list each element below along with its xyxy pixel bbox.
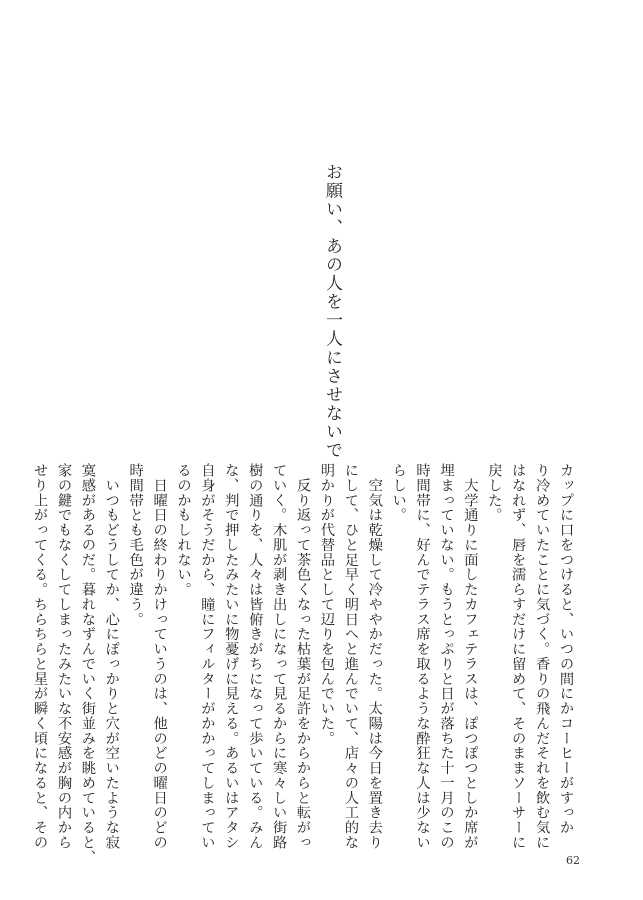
body-line: らしい。: [390, 463, 407, 523]
body-line: り冷めていたことに気づく。香りの飛んだそれを飲む気に: [534, 463, 551, 850]
body-line: にして、ひと足早く明日へと進んでいて、店々の人工的な: [342, 463, 359, 850]
body-line: 樹の通りを、人々は皆俯きがちになって歩いている。みん: [247, 463, 264, 850]
body-line: はなれず、唇を濡らすだけに留めて、そのままソーサーに: [510, 463, 527, 850]
body-line: 反り返って茶色くなった枯葉が足許をからからと転がっ: [295, 463, 312, 850]
body-line: ていく。木肌が剥き出しになって見るからに寒々しい街路: [271, 463, 288, 850]
body-line: るのかもしれない。: [175, 463, 192, 597]
body-line: せり上がってくる。ちらちらと星が瞬く頃になると、その: [32, 463, 49, 850]
body-line: 時間帯に、好んでテラス席を取るような酔狂な人は少ない: [414, 463, 431, 850]
page-number: 62: [566, 854, 580, 867]
body-line: 家の鍵でもなくしてしまったみたいな不安感が胸の内から: [55, 463, 72, 850]
body-line: 寞感があるのだ。暮れなずんでいく街並みを眺めていると、: [79, 463, 96, 865]
body-line: カップに口をつけると、いつの間にかコーヒーがすっか: [558, 463, 574, 835]
body-line: 戻した。: [486, 463, 503, 523]
body-line: 空気は乾燥して冷ややかだった。太陽は今日を置き去り: [366, 463, 383, 850]
body-line: 明かりが代替品として辺りを包んでいた。: [318, 463, 335, 746]
chapter-title: お願い、あの人を一人にさせないで: [322, 163, 342, 460]
body-line: 埋まっていない。もうとっぷりと日が落ちた十一月のこの: [438, 463, 455, 850]
body-line: な、判で押したみたいに物憂げに見える。あるいはアタシ: [223, 463, 240, 850]
body-line: 時間帯とも毛色が違う。: [127, 463, 144, 627]
body-line: いつもどうしてか、心にぽっかりと穴が空いたような寂: [103, 463, 120, 850]
body-line: 自身がそうだから、瞳にフィルターがかかってしまってい: [199, 463, 216, 850]
body-line: 大学通りに面したカフェテラスは、ぽつぽつとしか席が: [462, 463, 479, 850]
body-line: 日曜日の終わりかけっていうのは、他のどの曜日のどの: [151, 463, 168, 850]
